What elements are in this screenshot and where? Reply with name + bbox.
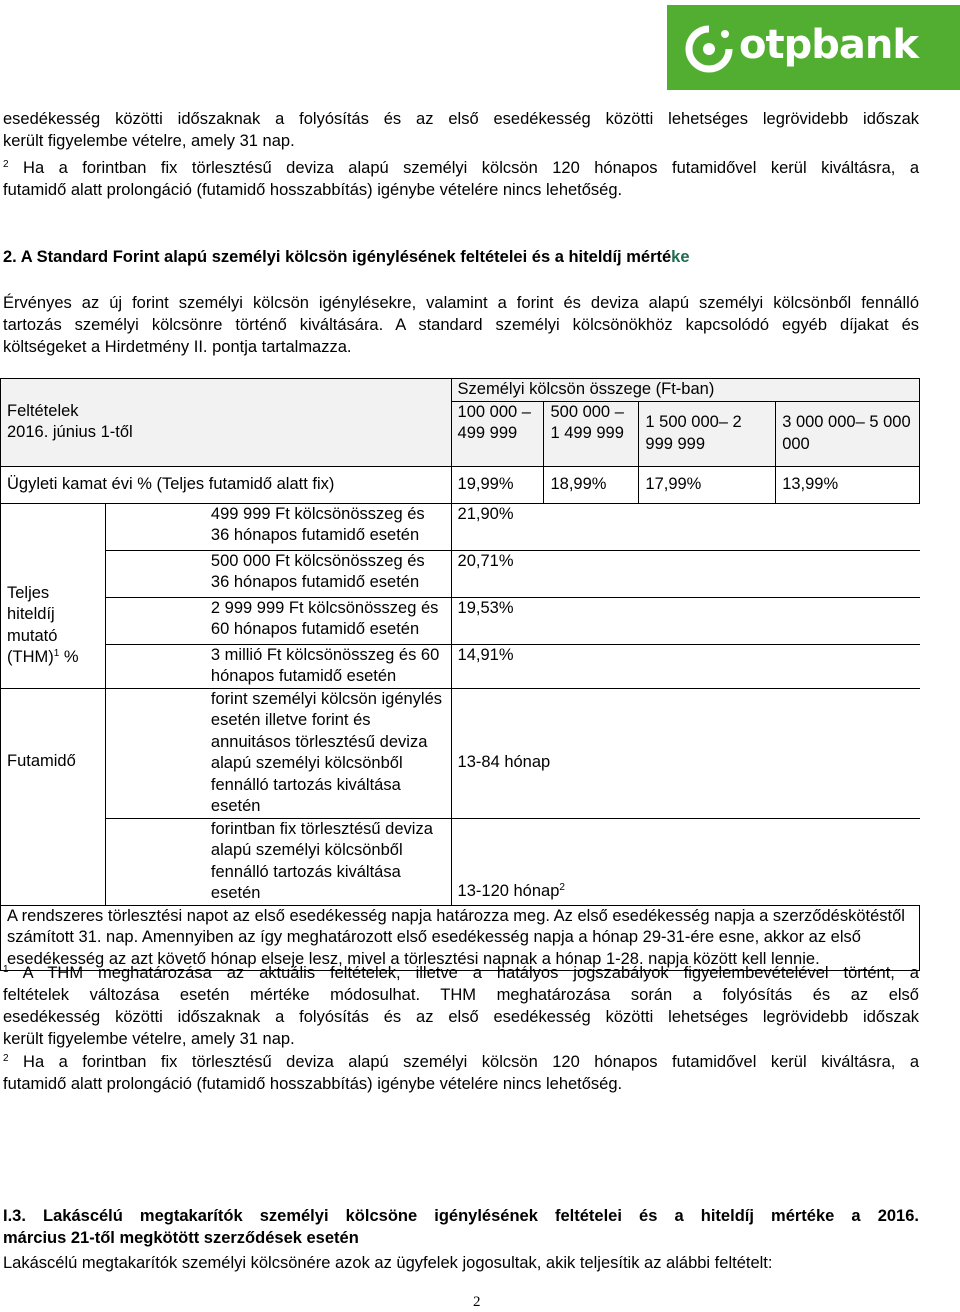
term-row [1,818,920,905]
conditions-date: 2016. június 1-től [7,423,133,442]
footnote-mark: 1 [3,964,9,975]
range-cell: 100 000 – 499 999 [451,401,544,466]
section-i3-body-text: Lakáscélú megtakarítók személyi kölcsönére azok az ügyfelek jogosultak, akik teljesítik az alábbi feltételt: [3,1254,773,1272]
thm-label-cell [1,503,106,688]
intro-line: tartozás személyi kölcsönre történő kiváltására. A standard személyi kölcsönökhöz kapcsolódó egyéb díjakat és [3,316,919,334]
top-note-line: esedékesség közötti időszaknak a folyósítás és az első esedékesség közötti lehetséges legrövidebb időszak [3,110,919,128]
fn1-line: esedékesség közötti időszaknak a folyósítás és az első esedékesség közötti lehetséges legrövidebb időszak [3,1008,919,1026]
footnote-mark: 1 [53,648,60,659]
section-i3-heading-line: március 21-től megkötött szerződések esetén [3,1229,359,1247]
rate-value: 17,99% [639,466,776,503]
thm-value: 21,90% [451,503,919,550]
range-cell: 3 000 000– 5 000 000 [776,401,920,466]
logo-wordmark: otpbank [739,22,918,68]
repayment-note: A rendszeres törlesztési napot az első esedékesség napja határozza meg. Az első esedékesség napja a szerződéskötéstől számított 31. nap. Amennyiben az így meghatározott első esedékesség napja a hónap 29-31-ére esne, akkor az első esedékesség az azt követő hónap elseje lesz, mivel a törlesztési napnak a hónap 1-28. napja között kell lennie. [1,905,920,971]
range-cell: 1 500 000– 2 999 999 [639,401,776,466]
rate-value: 18,99% [544,466,639,503]
section-i3-heading-line: I.3. Lakáscélú megtakarítók személyi kölcsöne igénylésének feltételei és a hiteldíj mértéke a 2016. [3,1207,919,1225]
fn1-line: A THM meghatározása az aktuális feltételek, illetve a hatályos jogszabályok figyelembevételével történt, a [8,964,919,982]
page-number: 2 [473,1294,481,1310]
term-desc: forint személyi kölcsön igénylés esetén illetve forint és annuitásos törlesztésű deviza alapú személyi kölcsönből fennálló tartozás kiváltása esetén [105,688,451,818]
fn2-line: futamidő alatt prolongáció (futamidő hosszabbítás) igénybe vételére nincs lehetőség. [3,1075,623,1093]
thm-desc: 500 000 Ft kölcsönösszeg és 36 hónapos futamidő esetén [105,550,451,597]
footnote-1 [3,962,919,1050]
fn1-line: került figyelembe vételre, amely 31 nap. [3,1030,295,1048]
otpbank-logo [667,5,960,90]
amount-header: Személyi kölcsön összege (Ft-ban) [451,379,919,402]
term-value: 13-84 hónap [451,688,919,818]
top-footnote-2 [3,157,919,201]
conditions-label: Feltételek [7,401,79,420]
footnote-mark: 2 [3,159,9,170]
thm-row [1,550,920,597]
top-note-line: került figyelembe vételre, amely 31 nap. [3,132,295,150]
term-label: Futamidő [1,688,106,905]
intro-line: költségeket a Hirdetmény II. pontja tartalmazza. [3,338,352,356]
footnote-mark: 2 [559,882,565,893]
term-value: 13-120 hónap [457,882,560,900]
conditions-label-cell [1,379,452,467]
rate-value: 13,99% [776,466,920,503]
section-i3-body [3,1252,919,1274]
section-2-intro [3,292,919,358]
thm-desc: 499 999 Ft kölcsönösszeg és 36 hónapos futamidő esetén [105,503,451,550]
thm-label: Teljes hiteldíj mutató (THM) [7,583,58,666]
rate-value: 19,99% [451,466,544,503]
rate-row [1,466,920,503]
section-i3-heading [3,1205,919,1249]
top-fn2-line: Ha a forintban fix törlesztésű deviza alapú személyi kölcsön 120 hónapos futamidővel kerül kiváltásra, a [8,159,919,177]
footnote-2 [3,1051,919,1095]
term-row [1,688,920,818]
note-row [1,905,920,971]
section-2-heading [3,246,690,268]
otp-emblem-icon [685,25,733,73]
range-cell: 500 000 – 1 499 999 [544,401,639,466]
intro-line: Érvényes az új forint személyi kölcsön igénylésekre, valamint a forint és deviza alapú személyi kölcsönből fennálló [3,294,919,312]
term-desc: forintban fix törlesztésű deviza alapú személyi kölcsönből fennálló tartozás kiváltása esetén [105,818,451,905]
fn2-line: Ha a forintban fix törlesztésű deviza alapú személyi kölcsön 120 hónapos futamidővel kerül kiváltásra, a [8,1053,919,1071]
thm-desc: 2 999 999 Ft kölcsönösszeg és 60 hónapos futamidő esetén [105,597,451,644]
section-2-heading-tail: ke [671,248,690,266]
table-header-row [1,379,920,402]
conditions-table [0,378,920,971]
fn1-line: feltételek változása esetén mértéke módosulhat. THM meghatározása során a folyósítás és az első [3,986,919,1004]
thm-row [1,644,920,688]
thm-value: 20,71% [451,550,919,597]
footnote-mark: 2 [3,1053,9,1064]
top-fn2-line: futamidő alatt prolongáció (futamidő hosszabbítás) igénybe vételére nincs lehetőség. [3,181,623,199]
thm-label-suffix: % [59,648,79,666]
thm-value: 14,91% [451,644,919,688]
thm-desc: 3 millió Ft kölcsönösszeg és 60 hónapos futamidő esetén [105,644,451,688]
top-note [3,108,919,152]
term-value-cell [451,818,919,905]
thm-row [1,597,920,644]
thm-value: 19,53% [451,597,919,644]
rate-label: Ügyleti kamat évi % (Teljes futamidő alatt fix) [1,466,452,503]
section-2-heading-main: 2. A Standard Forint alapú személyi kölcsön igénylésének feltételei és a hiteldíj mérté [3,248,672,266]
thm-row [1,503,920,550]
